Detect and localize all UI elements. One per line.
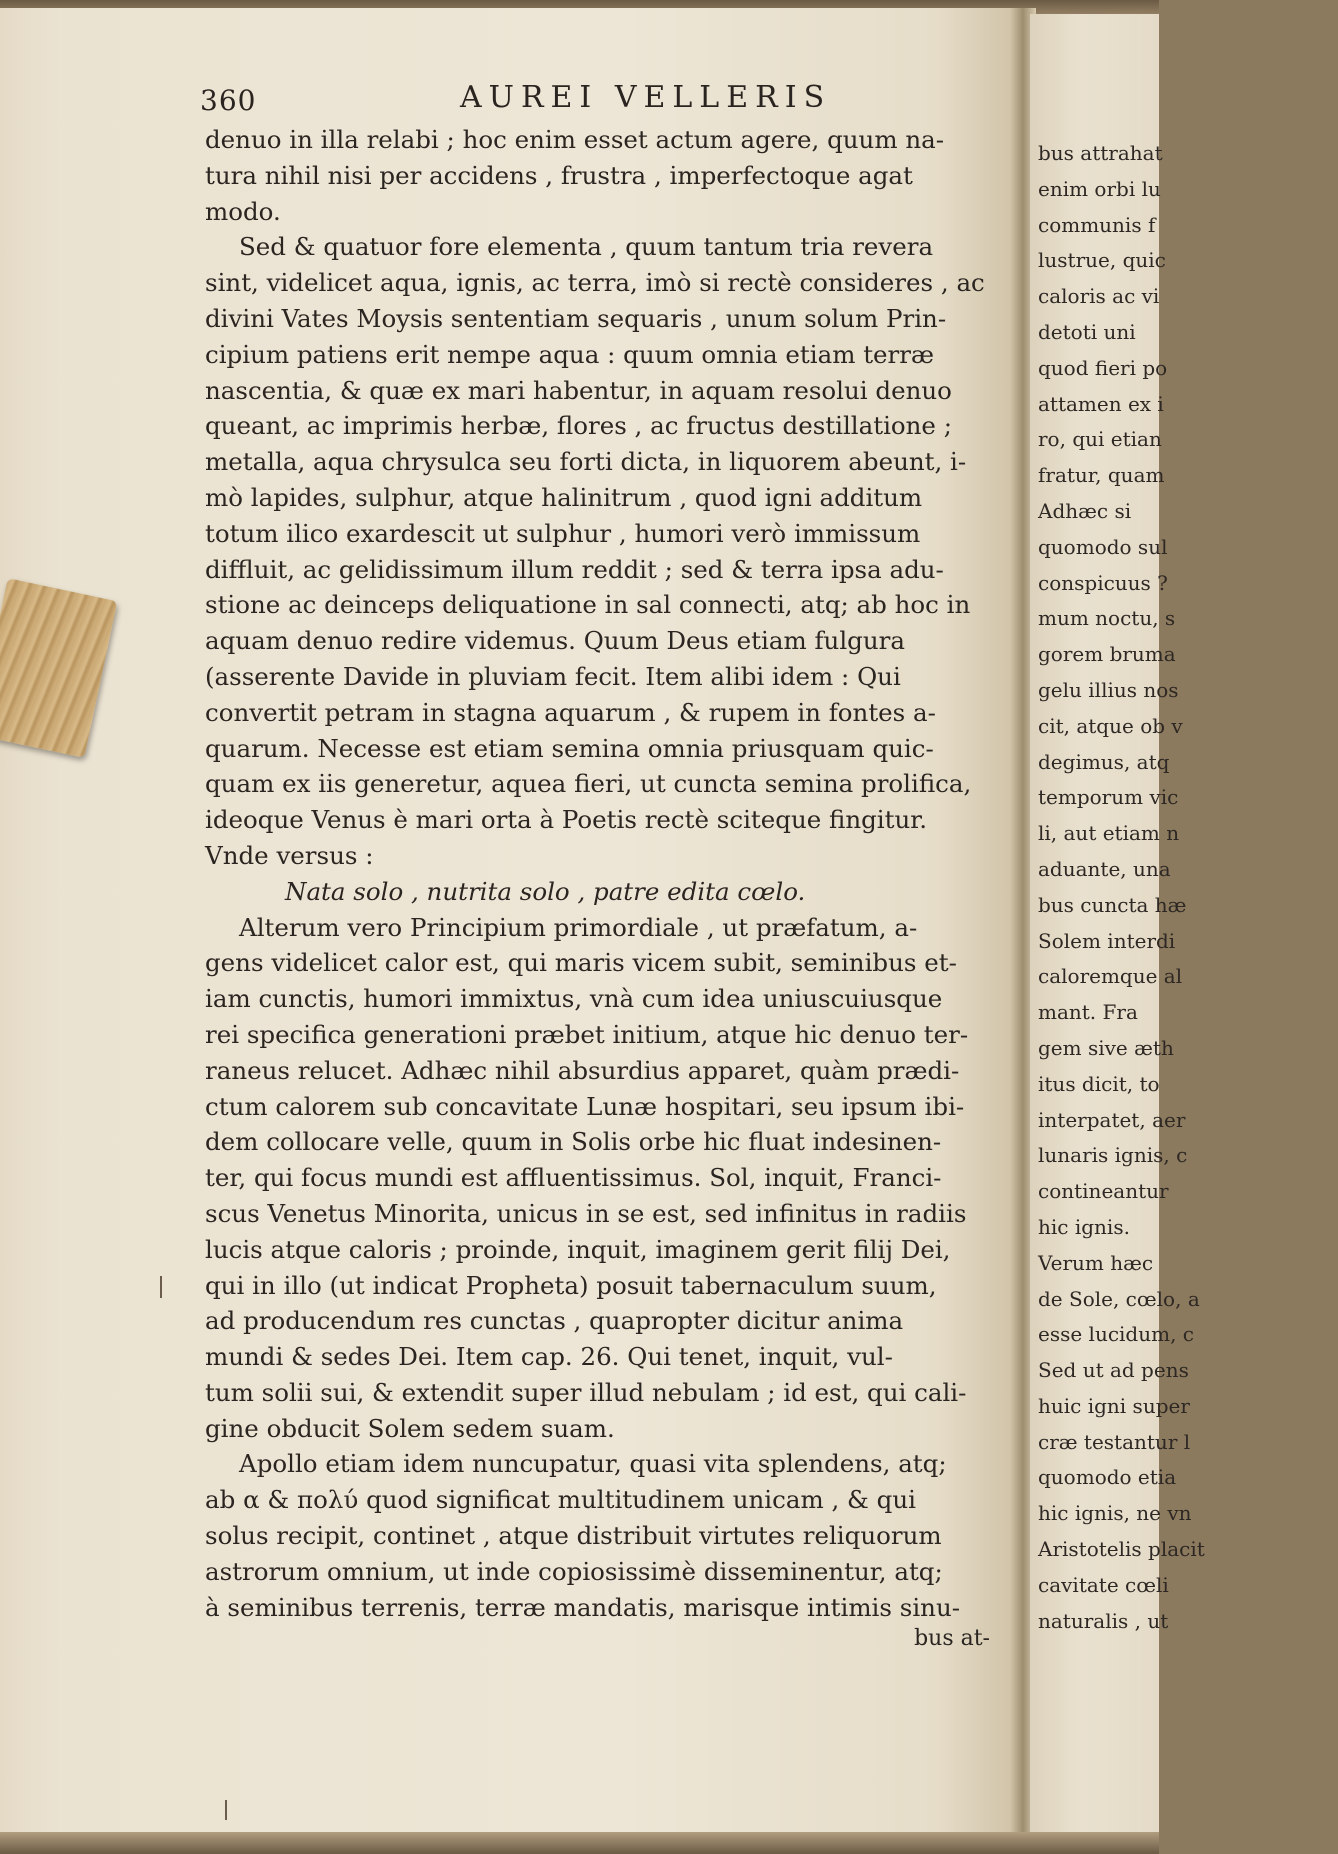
right-page-fragment bbox=[1030, 14, 1205, 1836]
text-line: iam cunctis, humori immixtus, vnà cum idea uniuscuiusque bbox=[205, 984, 943, 1014]
text-line: lucis atque caloris ; proinde, inquit, imaginem gerit filij Dei, bbox=[205, 1234, 951, 1264]
right-page-line: cit, atque ob v bbox=[1038, 713, 1183, 738]
right-page-line: Solem interdi bbox=[1038, 928, 1176, 953]
text-line: à seminibus terrenis, terræ mandatis, marisque intimis sinu- bbox=[205, 1592, 961, 1622]
running-head bbox=[200, 80, 1000, 120]
text-line: aquam denuo redire videmus. Quum Deus etiam fulgura bbox=[205, 626, 905, 656]
right-page-line: caloris ac vi bbox=[1038, 284, 1160, 309]
text-line: rei specifica generationi præbet initium, atque hic denuo ter- bbox=[205, 1019, 969, 1049]
paragraph-group-1 bbox=[205, 122, 1010, 874]
right-page-line: lunaris ignis, c bbox=[1038, 1143, 1188, 1168]
right-page-line: cræ testantur l bbox=[1038, 1429, 1191, 1454]
right-page-line: attamen ex i bbox=[1038, 391, 1164, 416]
text-line: solus recipit, continet , atque distribuit virtutes reliquorum bbox=[205, 1521, 942, 1551]
text-line: quam ex iis generetur, aquea fieri, ut cuncta semina prolifica, bbox=[205, 769, 972, 799]
right-page-line: enim orbi lu bbox=[1038, 176, 1161, 201]
text-line: totum ilico exardescit ut sulphur , humori verò immissum bbox=[205, 518, 921, 548]
right-page-line: itus dicit, to bbox=[1038, 1071, 1160, 1096]
text-line: stione ac deinceps deliquatione in sal connecti, atq; ab hoc in bbox=[205, 590, 971, 620]
right-page-line: aduante, una bbox=[1038, 856, 1171, 881]
right-page-line: hic ignis. bbox=[1038, 1214, 1130, 1239]
text-line: ter, qui focus mundi est affluentissimus. Sol, inquit, Franci- bbox=[205, 1163, 942, 1193]
text-line: (asserente Davide in pluviam fecit. Item alibi idem : Qui bbox=[205, 661, 901, 691]
verse-line: Nata solo , nutrita solo , patre edita cœlo. bbox=[285, 876, 806, 906]
right-page-line: naturalis , ut bbox=[1038, 1608, 1169, 1633]
margin-mark bbox=[160, 1276, 162, 1298]
text-line: nascentia, & quæ ex mari habentur, in aquam resolui denuo bbox=[205, 375, 952, 405]
right-page-line: communis f bbox=[1038, 212, 1156, 237]
right-page-line: interpatet, aer bbox=[1038, 1107, 1186, 1132]
text-line: tum solii sui, & extendit super illud nebulam ; id est, qui cali- bbox=[205, 1377, 967, 1407]
text-line: queant, ac imprimis herbæ, flores , ac fructus destillatione ; bbox=[205, 411, 952, 441]
text-line: ideoque Venus è mari orta à Poetis rectè sciteque fingitur. bbox=[205, 805, 928, 835]
right-page-line: de Sole, cœlo, a bbox=[1038, 1286, 1200, 1311]
right-page-line: degimus, atq bbox=[1038, 749, 1170, 774]
text-line: divini Vates Moysis sententiam sequaris , unum solum Prin- bbox=[205, 303, 947, 333]
book-edge-bottom bbox=[0, 1832, 1159, 1854]
right-page-line: mum noctu, s bbox=[1038, 606, 1176, 631]
page-number: 360 bbox=[200, 84, 257, 117]
text-line: raneus relucet. Adhæc nihil absurdius apparet, quàm prædi- bbox=[205, 1055, 960, 1085]
text-line: ctum calorem sub concavitate Lunæ hospitari, seu ipsum ibi- bbox=[205, 1091, 965, 1121]
catchword: bus at- bbox=[914, 1626, 990, 1652]
text-line: gine obducit Solem sedem suam. bbox=[205, 1413, 615, 1443]
right-page-line: bus cuncta hæ bbox=[1038, 892, 1187, 917]
right-page-line: conspicuus ? bbox=[1038, 570, 1168, 595]
text-line: Vnde versus : bbox=[205, 840, 374, 870]
text-line: cipium patiens erit nempe aqua : quum omnia etiam terræ bbox=[205, 339, 935, 369]
right-page-line: gelu illius nos bbox=[1038, 677, 1179, 702]
text-line: Alterum vero Principium primordiale , ut præfatum, a- bbox=[239, 912, 918, 942]
right-page-line: detoti uni bbox=[1038, 319, 1136, 344]
right-page-line: cavitate cœli bbox=[1038, 1572, 1169, 1597]
right-page-line: ro, qui etian bbox=[1038, 427, 1162, 452]
right-page-line: caloremque al bbox=[1038, 964, 1183, 989]
text-line: Apollo etiam idem nuncupatur, quasi vita splendens, atq; bbox=[239, 1449, 947, 1479]
text-line: sint, videlicet aqua, ignis, ac terra, imò si rectè consideres , ac bbox=[205, 268, 985, 298]
right-page-text bbox=[1038, 136, 1338, 1639]
text-line: mundi & sedes Dei. Item cap. 26. Qui tenet, inquit, vul- bbox=[205, 1342, 893, 1372]
right-page-line: li, aut etiam n bbox=[1038, 821, 1180, 846]
text-line: gens videlicet calor est, qui maris vicem subit, seminibus et- bbox=[205, 948, 957, 978]
text-line: quarum. Necesse est etiam semina omnia priusquam quic- bbox=[205, 733, 934, 763]
text-line: dem collocare velle, quum in Solis orbe hic fluat indesinen- bbox=[205, 1127, 942, 1157]
text-line: ad producendum res cunctas , quapropter dicitur anima bbox=[205, 1306, 904, 1336]
right-page-line: huic igni super bbox=[1038, 1393, 1190, 1418]
text-line: Sed & quatuor fore elementa , quum tantum tria revera bbox=[239, 232, 934, 262]
right-page-line: gem sive æth bbox=[1038, 1035, 1174, 1060]
right-page-line: quod fieri po bbox=[1038, 355, 1168, 380]
text-line: qui in illo (ut indicat Propheta) posuit tabernaculum suum, bbox=[205, 1270, 937, 1300]
right-page-line: contineantur bbox=[1038, 1179, 1169, 1204]
main-text-block bbox=[205, 122, 1010, 1661]
text-line: astrorum omnium, ut inde copiosissimè disseminentur, atq; bbox=[205, 1556, 943, 1586]
text-line: denuo in illa relabi ; hoc enim esset actum agere, quum na- bbox=[205, 125, 945, 154]
text-line: scus Venetus Minorita, unicus in se est, sed infinitus in radiis bbox=[205, 1198, 967, 1228]
right-page-line: Adhæc si bbox=[1038, 498, 1132, 523]
right-page-line: lustrue, quic bbox=[1038, 248, 1166, 273]
right-page-line: quomodo sul bbox=[1038, 534, 1168, 559]
paragraph-group-2 bbox=[205, 910, 1010, 1626]
right-page-line: Aristotelis placit bbox=[1038, 1537, 1205, 1562]
right-page-line: quomodo etia bbox=[1038, 1465, 1177, 1490]
right-page-line: Sed ut ad pens bbox=[1038, 1358, 1189, 1383]
text-line: metalla, aqua chrysulca seu forti dicta, in liquorem abeunt, i- bbox=[205, 447, 967, 477]
running-title: AUREI VELLERIS bbox=[460, 80, 832, 115]
text-line: diffluit, ac gelidissimum illum reddit ; sed & terra ipsa adu- bbox=[205, 554, 944, 584]
right-page-line: Verum hæc bbox=[1038, 1250, 1154, 1275]
text-line: tura nihil nisi per accidens , frustra , imperfectoque agat bbox=[205, 160, 913, 190]
right-page-line: temporum vic bbox=[1038, 785, 1179, 810]
right-page-line: hic ignis, ne vn bbox=[1038, 1501, 1192, 1526]
right-page-line: gorem bruma bbox=[1038, 642, 1176, 667]
bottom-mark bbox=[225, 1800, 227, 1820]
right-page-line: esse lucidum, c bbox=[1038, 1322, 1194, 1347]
text-line: ab α & πολύ quod significat multitudinem unicam , & qui bbox=[205, 1485, 916, 1515]
right-page-line: fratur, quam bbox=[1038, 463, 1165, 488]
right-page-line: bus attrahat bbox=[1038, 141, 1163, 165]
right-page-line: mant. Fra bbox=[1038, 1000, 1138, 1025]
text-line: modo. bbox=[205, 196, 281, 226]
text-line: mò lapides, sulphur, atque halinitrum , quod igni additum bbox=[205, 482, 923, 512]
text-line: convertit petram in stagna aquarum , & rupem in fontes a- bbox=[205, 697, 936, 727]
